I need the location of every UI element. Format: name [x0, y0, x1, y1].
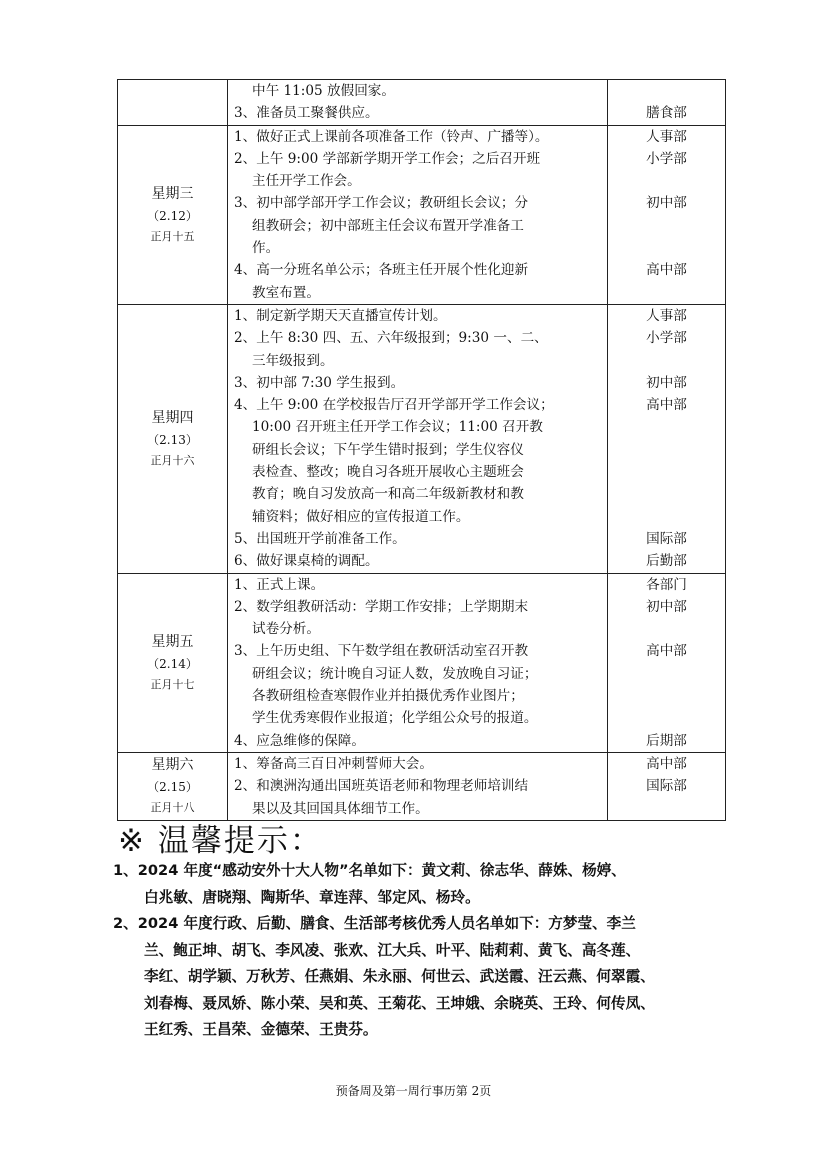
- task-line: 试卷分析。: [252, 621, 320, 638]
- task-cell: [228, 304, 608, 573]
- department-label: 小学部: [646, 330, 687, 347]
- department-label: 高中部: [646, 643, 687, 660]
- department-label: [608, 170, 725, 192]
- date-label: （2.14）: [147, 656, 198, 671]
- department-cell: [608, 752, 726, 820]
- schedule-row: [118, 80, 726, 126]
- task-line: 1、筹备高三百日冲刺誓师大会。: [234, 755, 433, 772]
- task-line: 3、初中部学部开学工作会议；教研组长会议；分: [234, 195, 529, 212]
- task-line: 2、数学组教研活动：学期工作安排；上学期期末: [234, 598, 529, 615]
- department-label: [608, 663, 725, 685]
- task-line: 4、应急维修的保障。: [234, 732, 365, 749]
- department-label: 膳食部: [646, 105, 687, 122]
- department-label: 后勤部: [646, 553, 687, 570]
- task-line: 教室布置。: [252, 284, 320, 301]
- task-line: 作。: [252, 240, 280, 257]
- task-line: 主任开学工作会。: [252, 173, 361, 190]
- day-cell: [118, 573, 228, 752]
- department-label: 高中部: [646, 397, 687, 414]
- task-line: 研组会议；统计晚自习证人数，发放晚自习证；: [252, 665, 538, 682]
- department-cell: [608, 125, 726, 304]
- department-label: [608, 707, 725, 729]
- task-line: 果以及其回国具体细节工作。: [252, 800, 429, 817]
- day-cell: [118, 304, 228, 573]
- department-label: 初中部: [646, 374, 687, 391]
- task-line: 4、上午 9:00 在学校报告厅召开学部开学工作会议；: [234, 397, 554, 414]
- task-line: 各教研组检查寒假作业并拍摄优秀作业图片；: [252, 688, 524, 705]
- department-cell: [608, 573, 726, 752]
- tip-line: 李红、胡学颖、万秋芳、任燕娟、朱永丽、何世云、武送霞、汪云燕、何翠霞、: [144, 968, 655, 985]
- department-label: 各部门: [646, 576, 687, 593]
- department-label: [608, 350, 725, 372]
- weekday-label: 星期五: [151, 633, 194, 650]
- day-cell: [118, 125, 228, 304]
- department-cell: [608, 304, 726, 573]
- date-label: （2.15）: [147, 780, 198, 795]
- department-label: 人事部: [646, 128, 687, 145]
- department-label: 高中部: [646, 755, 687, 772]
- department-label: [608, 685, 725, 707]
- task-line: 10:00 召开班主任开学工作会议；11:00 召开教: [252, 419, 543, 436]
- task-line: 1、制定新学期天天直播宣传计划。: [234, 307, 447, 324]
- tip-line: 王红秀、王昌荣、金德荣、王贵芬。: [144, 1021, 378, 1038]
- task-line: 5、出国班开学前准备工作。: [234, 530, 406, 547]
- task-cell: [228, 125, 608, 304]
- schedule-table: [117, 79, 726, 821]
- task-line: 4、高一分班名单公示；各班主任开展个性化迎新: [234, 262, 529, 279]
- department-label: [608, 237, 725, 259]
- page-footer: 预备周及第一周行事历第 2页: [335, 1084, 492, 1098]
- lunar-date-label: 正月十六: [150, 453, 195, 467]
- tip-line: 白兆敏、唐晓翔、陶斯华、章连萍、邹定风、杨玲。: [144, 888, 480, 906]
- date-label: （2.12）: [147, 208, 198, 223]
- weekday-label: 星期四: [151, 409, 194, 426]
- task-line: 1、做好正式上课前各项准备工作（铃声、广播等）。: [234, 128, 549, 145]
- department-label: 国际部: [646, 778, 687, 795]
- task-cell: [228, 80, 608, 126]
- tip-line: 兰、鲍正坤、胡飞、李风凌、张欢、江大兵、叶平、陆莉莉、黄飞、高冬莲、: [144, 941, 641, 959]
- department-label: [608, 506, 725, 528]
- department-label: [608, 80, 725, 102]
- department-label: 人事部: [646, 307, 687, 324]
- tip-line: 1、2024 年度“感动安外十大人物”名单如下：黄文莉、徐志华、薛姝、杨婷、: [113, 862, 626, 879]
- department-label: [608, 215, 725, 237]
- schedule-row: [118, 125, 726, 304]
- task-line: 教育；晚自习发放高一和高二年级新教材和教: [252, 486, 524, 503]
- weekday-label: 星期六: [151, 757, 194, 774]
- task-line: 表检查、整改；晚自习各班开展收心主题班会: [252, 464, 524, 481]
- tip-line: 刘春梅、聂凤娇、陈小荣、吴和英、王菊花、王坤娥、余晓英、王玲、何传凤、: [144, 994, 655, 1012]
- task-cell: [228, 752, 608, 820]
- weekday-label: 星期三: [151, 185, 194, 202]
- department-label: 后期部: [646, 732, 687, 749]
- task-line: 6、做好课桌椅的调配。: [234, 553, 379, 570]
- task-line: 1、正式上课。: [234, 576, 325, 593]
- schedule-row: [118, 752, 726, 820]
- tips-list: [113, 858, 733, 1044]
- department-label: 初中部: [646, 598, 687, 615]
- tips-title: ※ 温馨提示：: [118, 823, 323, 859]
- department-label: 高中部: [646, 262, 687, 279]
- department-label: 小学部: [646, 150, 687, 167]
- department-label: [608, 798, 725, 820]
- department-label: [608, 416, 725, 438]
- lunar-date-label: 正月十五: [150, 229, 195, 243]
- task-line: 3、上午历史组、下午数学组在教研活动室召开教: [234, 643, 529, 660]
- task-line: 3、初中部 7:30 学生报到。: [234, 374, 405, 391]
- task-line: 三年级报到。: [252, 352, 334, 369]
- task-line: 2、上午 8:30 四、五、六年级报到；9:30 一、二、: [234, 330, 548, 347]
- department-label: 国际部: [646, 530, 687, 547]
- day-cell: [118, 80, 228, 126]
- department-label: [608, 483, 725, 505]
- task-line: 辅资料；做好相应的宣传报道工作。: [252, 508, 470, 525]
- tip-line: 2、2024 年度行政、后勤、膳食、生活部考核优秀人员名单如下：方梦莹、李兰: [113, 915, 636, 932]
- department-label: [608, 282, 725, 304]
- department-label: 初中部: [646, 195, 687, 212]
- date-label: （2.13）: [147, 432, 198, 447]
- task-line: 2、和澳洲沟通出国班英语老师和物理老师培训结: [234, 778, 529, 795]
- schedule-row: [118, 573, 726, 752]
- task-cell: [228, 573, 608, 752]
- lunar-date-label: 正月十八: [150, 801, 195, 815]
- schedule-row: [118, 304, 726, 573]
- task-line: 3、准备员工聚餐供应。: [234, 105, 379, 122]
- department-cell: [608, 80, 726, 126]
- lunar-date-label: 正月十七: [150, 677, 195, 691]
- task-line: 学生优秀寒假作业报道；化学组公众号的报道。: [252, 710, 538, 727]
- task-line: 中午 11:05 放假回家。: [252, 83, 395, 99]
- department-label: [608, 439, 725, 461]
- task-line: 2、上午 9:00 学部新学期开学工作会；之后召开班: [234, 150, 541, 167]
- day-cell: [118, 752, 228, 820]
- department-label: [608, 461, 725, 483]
- task-line: 研组长会议；下午学生错时报到；学生仪容仪: [252, 441, 524, 458]
- department-label: [608, 618, 725, 640]
- task-line: 组教研会；初中部班主任会议布置开学准备工: [252, 217, 524, 234]
